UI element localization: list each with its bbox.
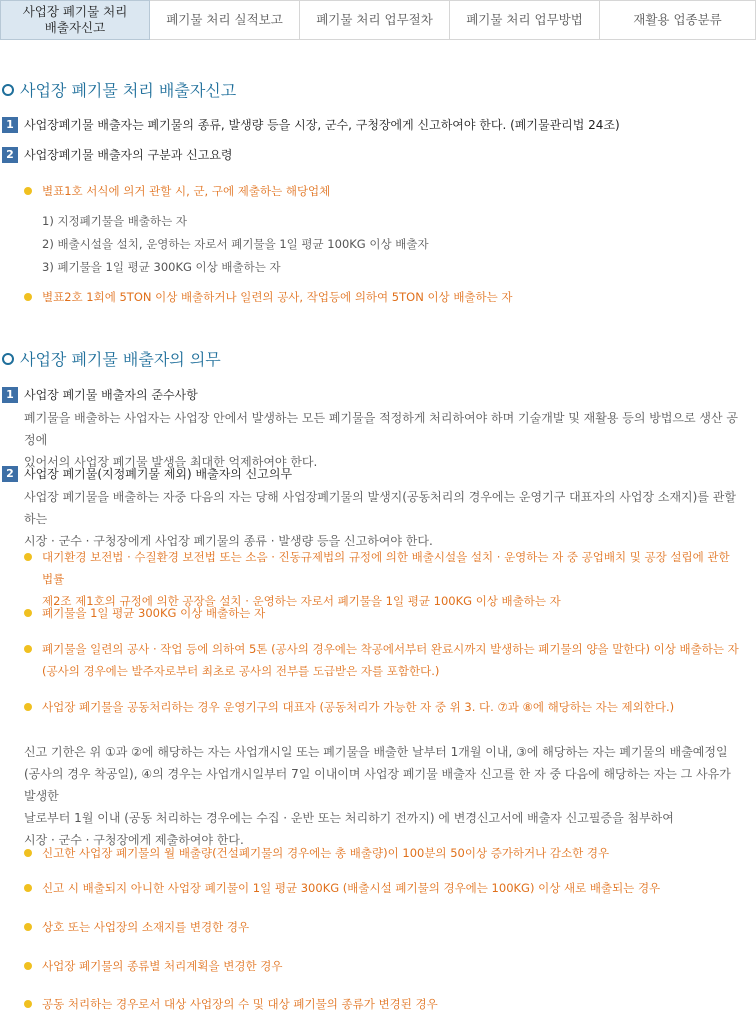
bullet-item <box>24 916 744 938</box>
tab-recycling-classification[interactable] <box>600 0 756 40</box>
numbered-item <box>2 116 620 133</box>
tab-work-procedure[interactable] <box>300 0 450 40</box>
number-badge: 1 <box>2 117 18 133</box>
item-text: 사업장 폐기물 배출자의 준수사항 <box>24 388 198 402</box>
tab-performance-report[interactable] <box>150 0 300 40</box>
paragraph: 폐기물을 배출하는 사업자는 사업장 안에서 발생하는 모든 폐기물을 적정하게 처리하여야 하며 기술개발 및 재활용 등의 방법으로 생산 공정에 있어서의 사업장 폐기물 발생을 최대한 억제하여야 한다. <box>24 411 739 469</box>
number-badge: 2 <box>2 147 18 163</box>
dot-icon <box>24 962 32 970</box>
circle-bullet-icon <box>2 353 14 365</box>
numbered-item <box>2 386 198 403</box>
dot-icon <box>24 609 32 617</box>
bullet-item <box>24 877 744 899</box>
bullet-item <box>24 286 744 308</box>
tab-label: 폐기물 처리 업무방법 <box>466 12 583 27</box>
item-text: 사업장폐기물 배출자의 구분과 신고요령 <box>24 148 233 162</box>
bullet-item <box>24 955 744 977</box>
bullet-item <box>24 602 744 624</box>
bullet-text: 별표2호 1회에 5TON 이상 배출하거나 일련의 공사, 작업등에 의하여 5TON 이상 배출하는 자 <box>42 290 513 304</box>
dot-icon <box>24 923 32 931</box>
bullet-text: 별표1호 서식에 의거 관할 시, 군, 구에 제출하는 해당업체 <box>42 184 331 198</box>
number-badge: 2 <box>2 466 18 482</box>
paragraph: 사업장 폐기물을 배출하는 자중 다음의 자는 당해 사업장폐기물의 발생지(공동처리의 경우에는 운영기구 대표자의 사업장 소재지)를 관할하는 시장 · 군수 · 구청장에게 사업장 폐기물의 종류 · 발생량 등을 신고하여야 한다. <box>24 490 736 548</box>
tab-label: 사업장 폐기물 처리 배출자신고 <box>22 4 128 35</box>
section-title: 사업장 폐기물 배출자의 의무 <box>2 347 221 370</box>
bullet-text: 사업장 폐기물을 공동처리하는 경우 운영기구의 대표자 (공동처리가 가능한 자 중 위 3. 다. ⑦과 ⑧에 해당하는 자는 제외한다.) <box>42 700 675 714</box>
numbered-item <box>2 465 292 482</box>
dot-icon <box>24 645 32 653</box>
sub-item: 3) 폐기물을 1일 평균 300KG 이상 배출하는 자 <box>42 260 281 274</box>
bullet-item <box>24 993 744 1015</box>
item-text: 사업장 폐기물(지정폐기물 제외) 배출자의 신고의무 <box>24 467 293 481</box>
bullet-item <box>24 180 744 202</box>
tab-label: 폐기물 처리 실적보고 <box>166 12 283 27</box>
dot-icon <box>24 703 32 711</box>
bullet-item <box>24 696 744 718</box>
numbered-item <box>2 146 233 163</box>
dot-icon <box>24 1000 32 1008</box>
bullet-text: 신고한 사업장 폐기물의 월 배출량(건설폐기물의 경우에는 총 배출량)이 100분의 50이상 증가하거나 감소한 경우 <box>42 846 610 860</box>
tab-label: 폐기물 처리 업무절차 <box>316 12 433 27</box>
bullet-text: 공동 처리하는 경우로서 대상 사업장의 수 및 대상 폐기물의 종류가 변경된 경우 <box>42 997 438 1011</box>
tab-work-method[interactable] <box>450 0 600 40</box>
tab-emitter-report[interactable] <box>0 0 150 40</box>
sub-item: 2) 배출시설을 설치, 운영하는 자로서 폐기물을 1일 평균 100KG 이상 배출자 <box>42 237 429 251</box>
bullet-text: 상호 또는 사업장의 소재지를 변경한 경우 <box>42 920 250 934</box>
section-title: 사업장 폐기물 처리 배출자신고 <box>2 78 236 101</box>
bullet-text: 폐기물을 일련의 공사 · 작업 등에 의하여 5톤 (공사의 경우에는 착공에서부터 완료시까지 발생하는 폐기물의 양을 말한다) 이상 배출하는 자 (공사의 경우에는 발주자로부터 최초로 공사의 전부를 도급받은 자를 포함한다.) <box>42 642 739 678</box>
paragraph: 신고 기한은 위 ①과 ②에 해당하는 자는 사업개시일 또는 폐기물을 배출한 날부터 1개월 이내, ③에 해당하는 자는 폐기물의 배출예정일 (공사의 경우 착공일), ④의 경우는 사업개시일부터 7일 이내이며 사업장 폐기물 배출자 신고를 한 자 중 다음에 해당하는 자는 그 사유가 발생한 날로부터 1월 이내 (공동 처리하는 경우에는 수집 · 운반 또는 처리하기 전까지) 에 변경신고서에 배출자 신고필증을 첨부하여 시장 · 군수 · 구청장에게 제출하여야 한다. <box>24 745 731 847</box>
dot-icon <box>24 884 32 892</box>
bullet-item <box>24 638 744 682</box>
bullet-text: 신고 시 배출되지 아니한 사업장 폐기물이 1일 평균 300KG (배출시설 폐기물의 경우에는 100KG) 이상 새로 배출되는 경우 <box>42 881 661 895</box>
dot-icon <box>24 293 32 301</box>
dot-icon <box>24 849 32 857</box>
tab-label: 재활용 업종분류 <box>633 12 722 27</box>
sub-item: 1) 지정폐기물을 배출하는 자 <box>42 214 187 228</box>
bullet-text: 폐기물을 1일 평균 300KG 이상 배출하는 자 <box>42 606 266 620</box>
bullet-text: 사업장 폐기물의 종류별 처리계획을 변경한 경우 <box>42 959 283 973</box>
item-text: 사업장폐기물 배출자는 폐기물의 종류, 발생량 등을 시장, 군수, 구청장에게 신고하여야 한다. (폐기물관리법 24조) <box>24 118 620 132</box>
bullet-item <box>24 842 744 864</box>
dot-icon <box>24 187 32 195</box>
circle-bullet-icon <box>2 84 14 96</box>
tab-bar <box>0 0 756 40</box>
bullet-text: 대기환경 보전법 · 수질환경 보전법 또는 소음 · 진동규제법의 규정에 의한 배출시설을 설치 · 운영하는 자 중 공업배치 및 공장 설립에 관한 법률 제2조 제1호의 규정에 의한 공장을 설치 · 운영하는 자로서 폐기물을 1일 평균 100KG 이상 배출하는 자 <box>42 550 730 608</box>
number-badge: 1 <box>2 387 18 403</box>
dot-icon <box>24 553 32 561</box>
